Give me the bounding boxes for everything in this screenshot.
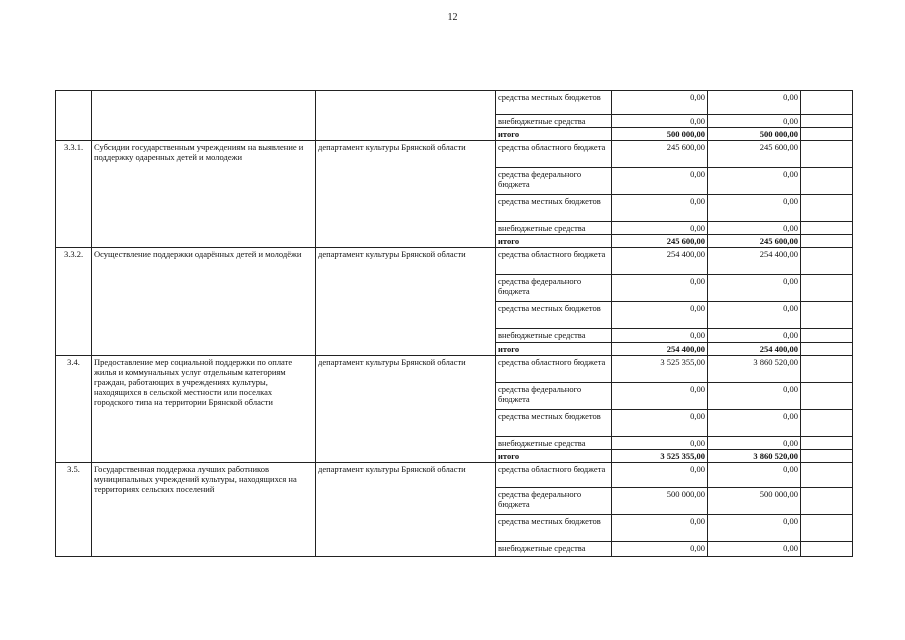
amount-year-2: 3 860 520,00 [708, 356, 801, 383]
funding-source: средства местных бюджетов [496, 515, 612, 542]
table-row [56, 463, 853, 488]
amount-year-2: 245 600,00 [708, 235, 801, 248]
funding-source: итого [496, 128, 612, 141]
funding-source: средства федерального бюджета [496, 383, 612, 410]
executor: департамент культуры Брянской области [316, 248, 496, 356]
amount-year-1: 0,00 [612, 302, 708, 329]
amount-year-1: 0,00 [612, 410, 708, 437]
empty-cell [801, 248, 853, 275]
empty-cell [801, 128, 853, 141]
amount-year-1: 3 525 355,00 [612, 450, 708, 463]
amount-year-1: 0,00 [612, 437, 708, 450]
amount-year-2: 0,00 [708, 115, 801, 128]
measure-name: Предоставление мер социальной поддержки по оплате жилья и коммунальных услуг отдельным категориям граждан, работающих в учреждениях культуры, находящихся в сельской местности или поселках городского типа на территории Брянской области [92, 356, 316, 463]
amount-year-2: 254 400,00 [708, 343, 801, 356]
funding-source: средства областного бюджета [496, 248, 612, 275]
amount-year-2: 0,00 [708, 168, 801, 195]
empty-cell [801, 343, 853, 356]
amount-year-1: 3 525 355,00 [612, 356, 708, 383]
funding-source: средства федерального бюджета [496, 275, 612, 302]
amount-year-2: 500 000,00 [708, 128, 801, 141]
measure-name: Осуществление поддержки одарённых детей и молодёжи [92, 248, 316, 356]
amount-year-1: 0,00 [612, 275, 708, 302]
empty-cell [801, 91, 853, 115]
funding-source: внебюджетные средства [496, 542, 612, 557]
amount-year-2: 0,00 [708, 275, 801, 302]
item-number: 3.3.2. [56, 248, 92, 356]
amount-year-2: 0,00 [708, 463, 801, 488]
funding-source: средства областного бюджета [496, 141, 612, 168]
amount-year-2: 0,00 [708, 302, 801, 329]
amount-year-1: 0,00 [612, 383, 708, 410]
empty-cell [801, 356, 853, 383]
table-row [56, 141, 853, 168]
amount-year-2: 0,00 [708, 542, 801, 557]
amount-year-1: 0,00 [612, 542, 708, 557]
amount-year-1: 245 600,00 [612, 141, 708, 168]
amount-year-2: 0,00 [708, 91, 801, 115]
funding-source: средства областного бюджета [496, 463, 612, 488]
amount-year-1: 0,00 [612, 329, 708, 343]
amount-year-2: 0,00 [708, 410, 801, 437]
executor: департамент культуры Брянской области [316, 141, 496, 248]
funding-source: итого [496, 235, 612, 248]
empty-cell [801, 542, 853, 557]
table-row [56, 356, 853, 383]
amount-year-1: 254 400,00 [612, 343, 708, 356]
amount-year-1: 500 000,00 [612, 488, 708, 515]
amount-year-2: 0,00 [708, 195, 801, 222]
amount-year-2: 0,00 [708, 515, 801, 542]
funding-source: средства местных бюджетов [496, 195, 612, 222]
budget-table [55, 90, 853, 557]
empty-cell [801, 450, 853, 463]
executor [316, 91, 496, 141]
empty-cell [801, 195, 853, 222]
measure-name: Субсидии государственным учреждениям на выявление и поддержку одаренных детей и молодежи [92, 141, 316, 248]
funding-source: средства местных бюджетов [496, 302, 612, 329]
executor: департамент культуры Брянской области [316, 356, 496, 463]
executor: департамент культуры Брянской области [316, 463, 496, 557]
amount-year-1: 254 400,00 [612, 248, 708, 275]
page-number: 12 [447, 12, 458, 23]
amount-year-1: 0,00 [612, 91, 708, 115]
empty-cell [801, 168, 853, 195]
empty-cell [801, 222, 853, 235]
amount-year-1: 0,00 [612, 115, 708, 128]
funding-source: внебюджетные средства [496, 329, 612, 343]
item-number: 3.5. [56, 463, 92, 557]
amount-year-1: 0,00 [612, 168, 708, 195]
funding-source: средства местных бюджетов [496, 410, 612, 437]
empty-cell [801, 437, 853, 450]
amount-year-1: 0,00 [612, 463, 708, 488]
amount-year-2: 0,00 [708, 437, 801, 450]
item-number [56, 91, 92, 141]
table-body [56, 91, 853, 557]
empty-cell [801, 515, 853, 542]
measure-name [92, 91, 316, 141]
item-number: 3.4. [56, 356, 92, 463]
funding-source: средства федерального бюджета [496, 488, 612, 515]
amount-year-2: 0,00 [708, 383, 801, 410]
amount-year-1: 0,00 [612, 195, 708, 222]
empty-cell [801, 488, 853, 515]
empty-cell [801, 235, 853, 248]
empty-cell [801, 115, 853, 128]
funding-source: итого [496, 450, 612, 463]
empty-cell [801, 141, 853, 168]
empty-cell [801, 463, 853, 488]
amount-year-2: 3 860 520,00 [708, 450, 801, 463]
funding-source: средства местных бюджетов [496, 91, 612, 115]
amount-year-1: 245 600,00 [612, 235, 708, 248]
item-number: 3.3.1. [56, 141, 92, 248]
amount-year-1: 0,00 [612, 515, 708, 542]
empty-cell [801, 302, 853, 329]
amount-year-2: 0,00 [708, 222, 801, 235]
amount-year-1: 0,00 [612, 222, 708, 235]
amount-year-1: 500 000,00 [612, 128, 708, 141]
empty-cell [801, 275, 853, 302]
empty-cell [801, 383, 853, 410]
funding-source: итого [496, 343, 612, 356]
measure-name: Государственная поддержка лучших работников муниципальных учреждений культуры, находящихся на территориях сельских поселений [92, 463, 316, 557]
table-row [56, 248, 853, 275]
table-row [56, 91, 853, 115]
amount-year-2: 500 000,00 [708, 488, 801, 515]
funding-source: средства федерального бюджета [496, 168, 612, 195]
funding-source: средства областного бюджета [496, 356, 612, 383]
amount-year-2: 245 600,00 [708, 141, 801, 168]
amount-year-2: 0,00 [708, 329, 801, 343]
funding-source: внебюджетные средства [496, 115, 612, 128]
empty-cell [801, 329, 853, 343]
funding-source: внебюджетные средства [496, 437, 612, 450]
empty-cell [801, 410, 853, 437]
funding-source: внебюджетные средства [496, 222, 612, 235]
amount-year-2: 254 400,00 [708, 248, 801, 275]
